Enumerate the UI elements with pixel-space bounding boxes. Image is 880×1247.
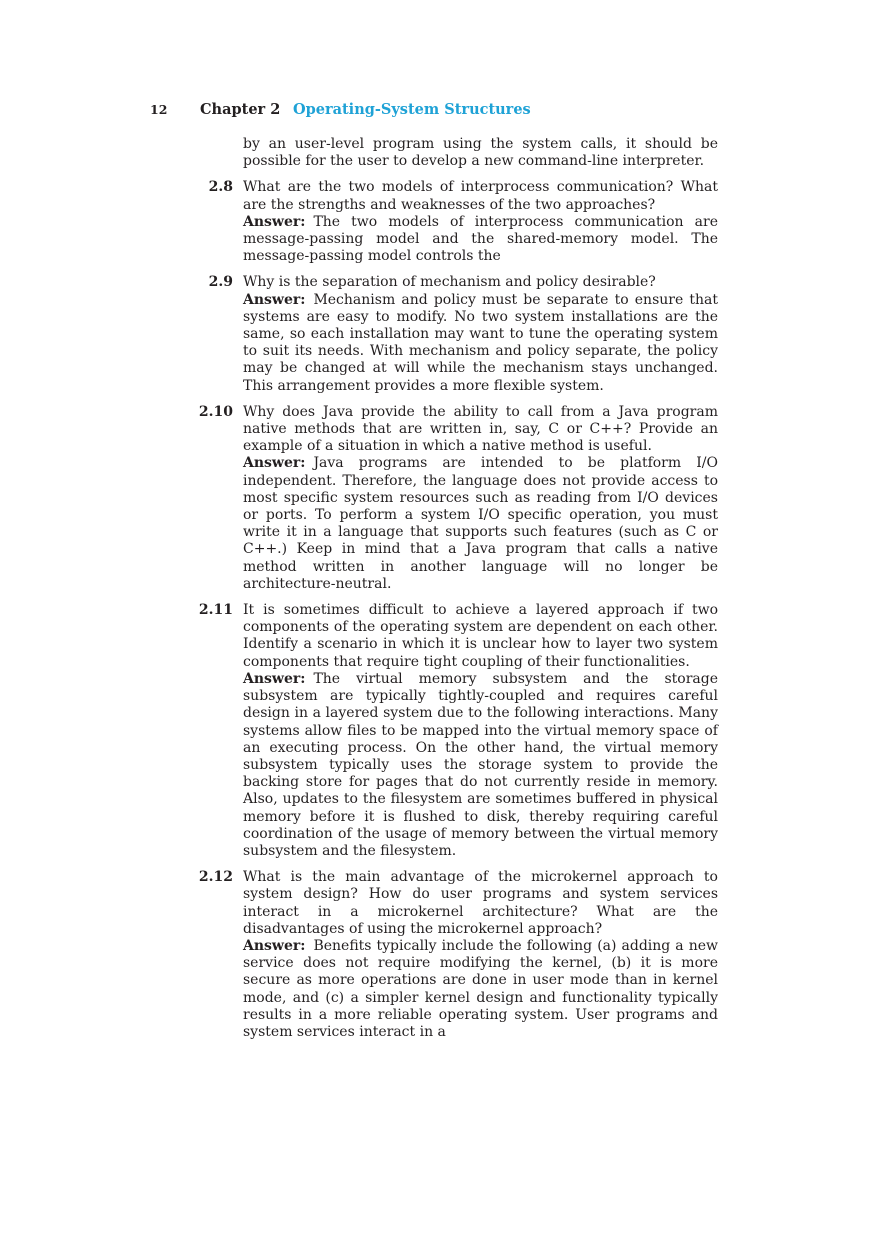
exercise-2-12 — [198, 869, 718, 1041]
exercise-number: 2.9 — [208, 274, 233, 291]
answer-text: Java programs are intended to be platform I/O independent. Therefore, the language does not provide access to most specific system resources such as reading from I/O devices or ports. To perform a system I/O specific operation, you must write it in a language that supports such features (such as C or C++.) Keep in mind that a Java program that calls a native method written in another language will no longer be architecture-neutral. — [243, 455, 718, 592]
exercise-question: It is sometimes difficult to achieve a layered approach if two components of the operating system are dependent on each other. Identify a scenario in which it is unclear how to layer two system components that require tight coupling of their functionalities. — [243, 602, 718, 670]
running-header — [150, 100, 531, 120]
exercise-2-10 — [198, 403, 718, 593]
exercise-question: What is the main advantage of the microkernel approach to system design? How do user programs and system services interact in a microkernel architecture? What are the disadvantages of using the microkernel approach? — [243, 869, 718, 937]
exercise-answer — [243, 214, 718, 266]
exercise-question: Why does Java provide the ability to call from a Java program native methods that are written in, say, C or C++? Provide an example of a situation in which a native method is useful. — [243, 403, 718, 455]
chapter-title: Operating-System Structures — [292, 101, 531, 118]
exercise-number: 2.12 — [198, 869, 233, 886]
answer-text: The two models of interprocess communication are message-passing model and the shared-memory model. The message-passing model controls the — [243, 213, 718, 265]
answer-label: Answer: — [243, 213, 306, 230]
answer-label: Answer: — [243, 937, 306, 954]
answer-label: Answer: — [243, 455, 306, 472]
exercise-2-8 — [208, 179, 718, 265]
answer-text: Mechanism and policy must be separate to ensure that systems are easy to modify. No two system installations are the same, so each installation may want to tune the operating system to suit its needs. With mechanism and policy separate, the policy may be changed at will while the mechanism stays unchanged. This arrangement provides a more flexible system. — [243, 291, 718, 394]
exercise-answer — [243, 292, 718, 395]
exercise-answer — [243, 671, 718, 860]
answer-text: Benefits typically include the following (a) adding a new service does not require modifying the kernel, (b) it is more secure as more operations are done in user mode than in kernel mode, and (c) a simpler kernel design and functionality typically results in a more reliable operating system. User programs and system services interact in a — [243, 937, 718, 1040]
intro-paragraph: by an user-level program using the system calls, it should be possible for the user to develop a new command-line interpreter. — [243, 136, 718, 170]
answer-label: Answer: — [243, 670, 306, 687]
exercise-answer — [243, 938, 718, 1041]
exercise-number: 2.11 — [198, 602, 233, 619]
chapter-label: Chapter 2 — [200, 101, 281, 118]
exercise-answer — [243, 455, 718, 593]
answer-text: The virtual memory subsystem and the storage subsystem are typically tightly-coupled and requires careful design in a layered system due to the following interactions. Many systems allow files to be mapped into the virtual memory space of an executing process. On the other hand, the virtual memory subsystem typically uses the storage system to provide the backing store for pages that do not currently reside in memory. Also, updates to the filesystem are sometimes buffered in physical memory before it is flushed to disk, thereby requiring careful coordination of the usage of memory between the virtual memory subsystem and the filesystem. — [243, 670, 718, 859]
exercise-number: 2.10 — [198, 403, 233, 420]
exercise-number: 2.8 — [208, 179, 233, 196]
exercise-2-9 — [208, 274, 718, 394]
page-number: 12 — [150, 102, 168, 117]
exercise-question: What are the two models of interprocess communication? What are the strengths and weaknesses of the two approaches? — [243, 179, 718, 213]
page-body — [198, 136, 718, 1041]
exercise-question: Why is the separation of mechanism and policy desirable? — [243, 274, 656, 291]
answer-label: Answer: — [243, 291, 306, 308]
exercise-2-11 — [198, 602, 718, 860]
